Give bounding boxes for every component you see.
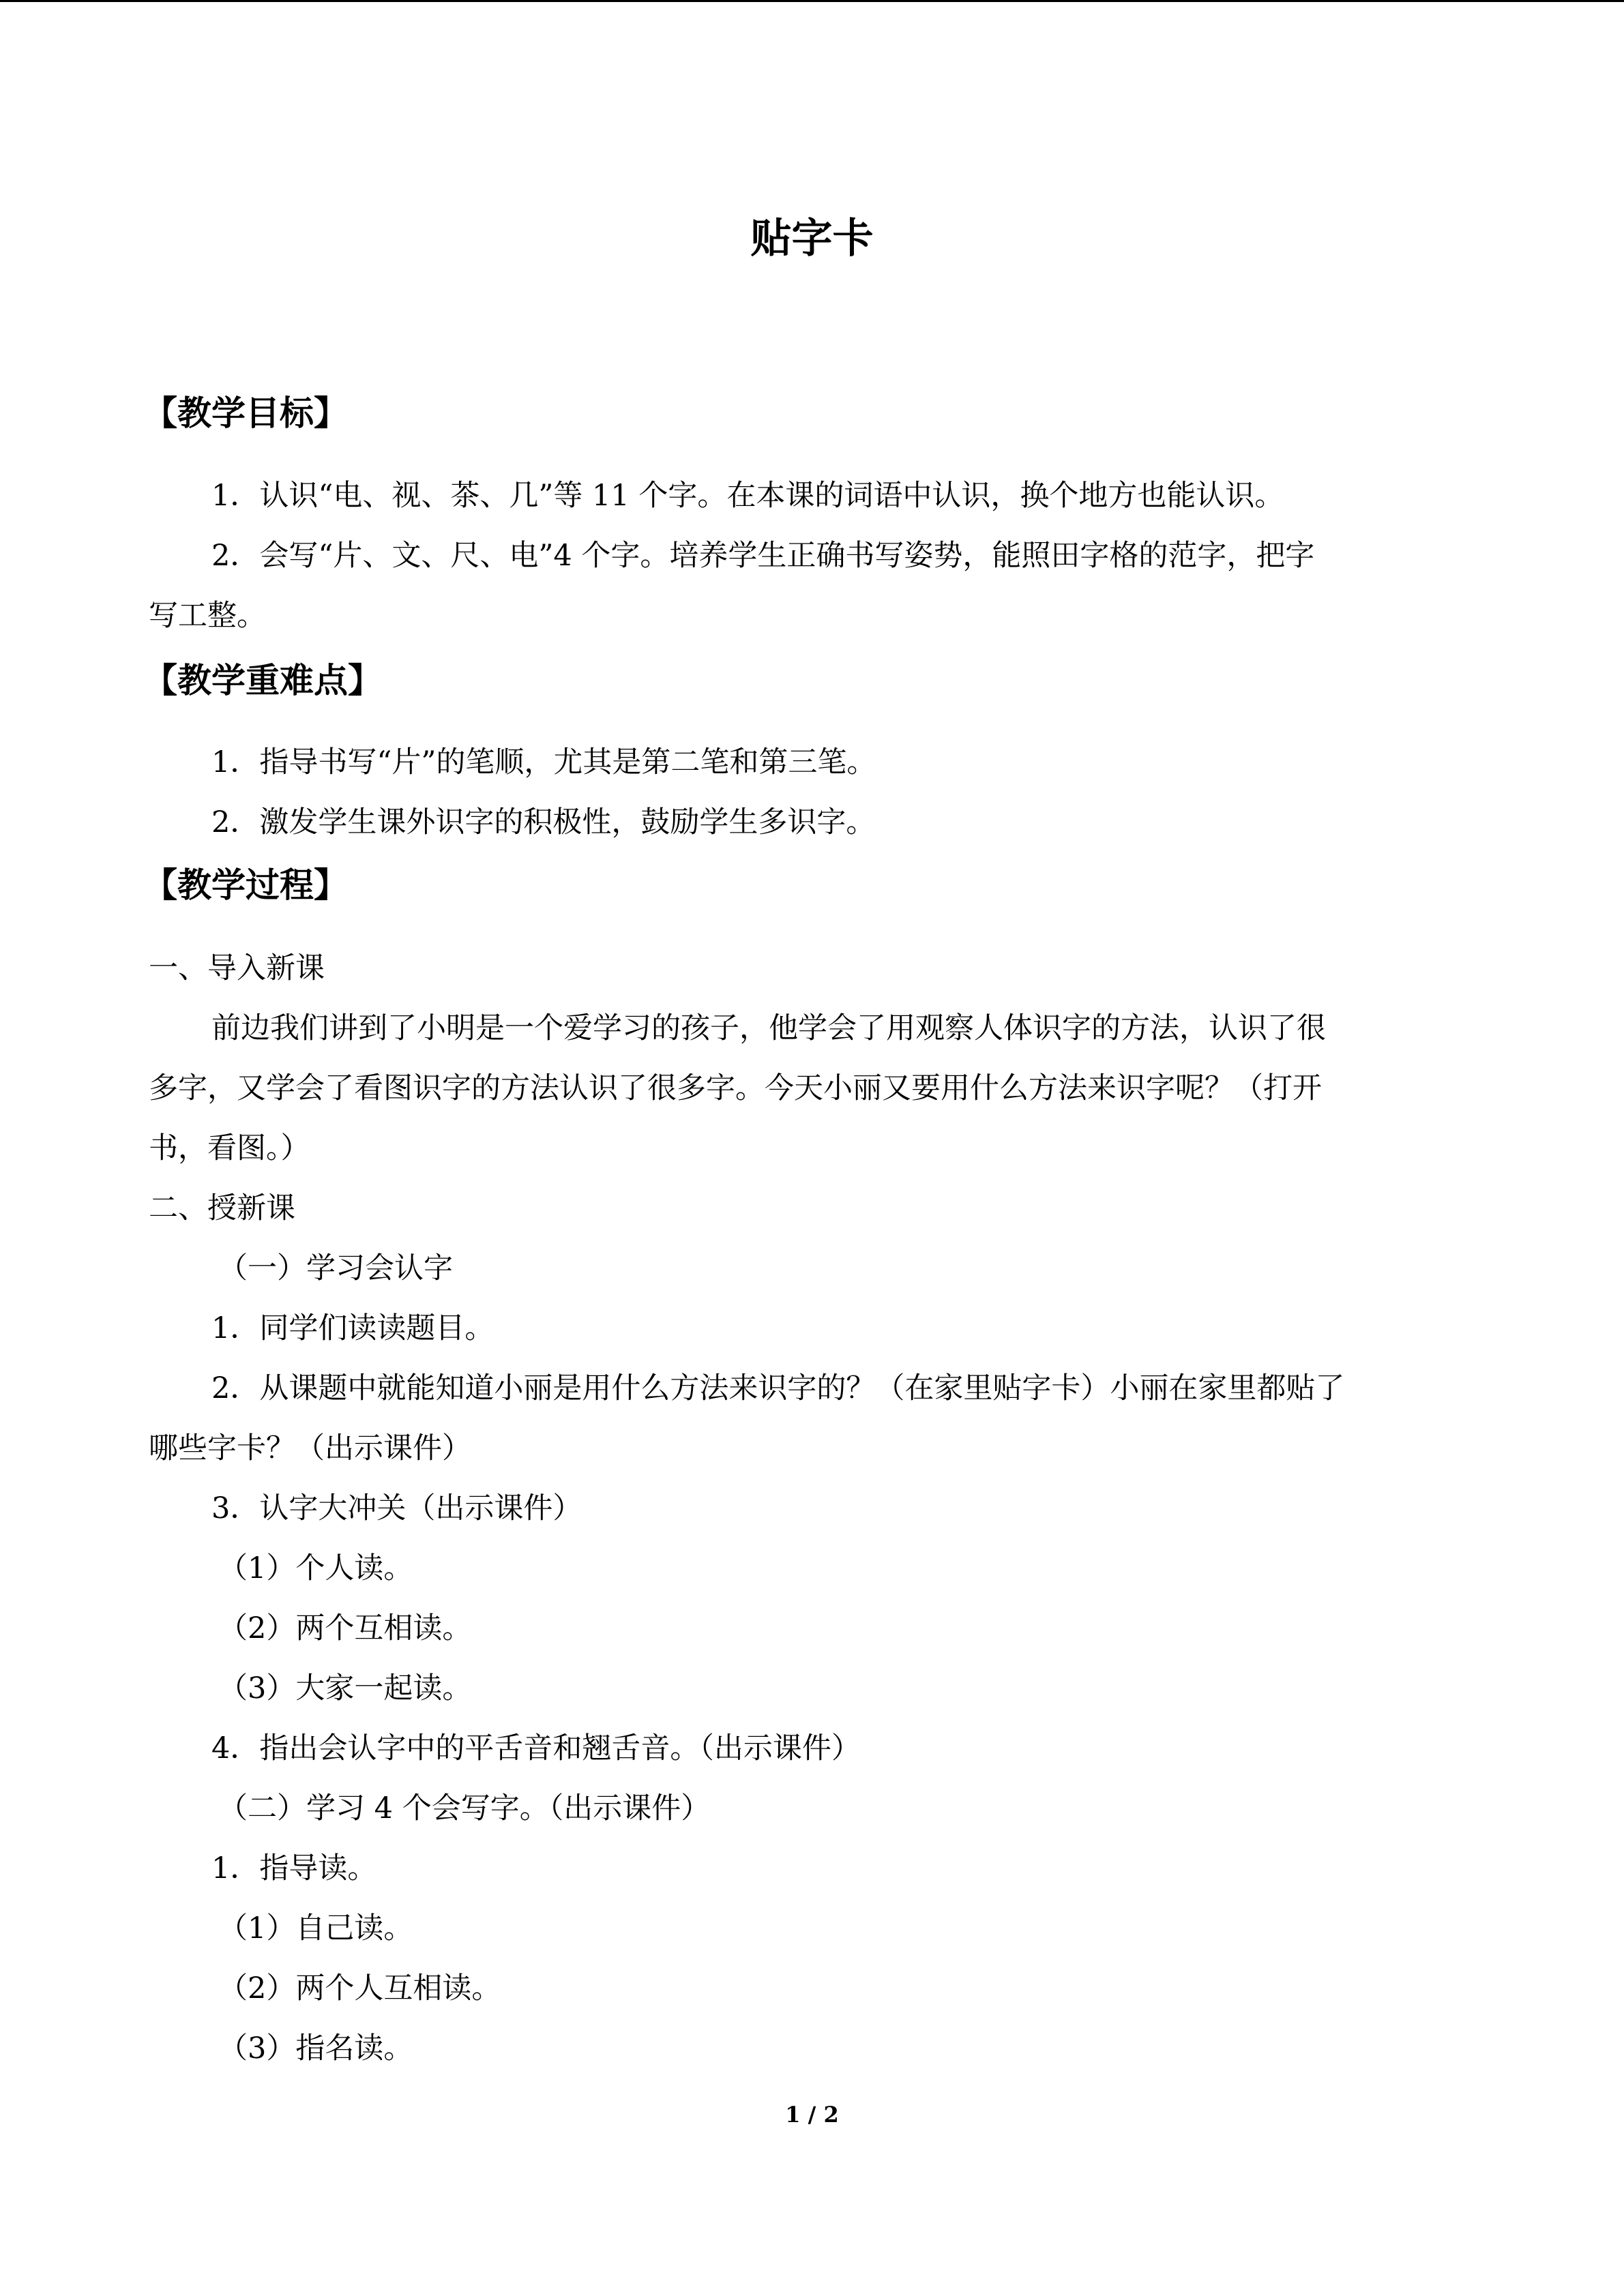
process-sub-1-item-2: 2．从课题中就能知道小丽是用什么方法来识字的？（在家里贴字卡）小丽在家里都贴了 <box>211 1371 1345 1405</box>
process-sub-1-item-3-b: （2）两个互相读。 <box>218 1611 472 1645</box>
objectives-item-2-continued: 写工整。 <box>149 599 266 633</box>
process-part-2-title: 二、授新课 <box>149 1191 295 1225</box>
process-sub-1-item-1: 1．同学们读读题目。 <box>211 1311 494 1345</box>
objectives-item-1: 1．认识“电、视、茶、几”等 11 个字。在本课的词语中认识，换个地方也能认识。 <box>211 479 1284 513</box>
process-sub-1-item-3-a: （1）个人读。 <box>218 1551 413 1585</box>
process-sub-2-title: （二）学习 4 个会写字。（出示课件） <box>218 1791 711 1825</box>
key-points-item-1: 1．指导书写“片”的笔顺，尤其是第二笔和第三笔。 <box>211 745 876 779</box>
key-points-item-2: 2．激发学生课外识字的积极性，鼓励学生多识字。 <box>211 805 876 839</box>
document-title: 贴字卡 <box>750 215 874 263</box>
process-sub-2-item-1-c: （3）指名读。 <box>218 2031 413 2066</box>
process-part-1-title: 一、导入新课 <box>149 951 325 985</box>
key-points-heading: 【教学重难点】 <box>143 661 382 700</box>
objectives-heading: 【教学目标】 <box>143 393 348 433</box>
process-sub-2-item-1-b: （2）两个人互相读。 <box>218 1971 501 2006</box>
page-number: 1 / 2 <box>785 2102 839 2128</box>
process-sub-1-item-2-continued: 哪些字卡？（出示课件） <box>149 1431 471 1465</box>
objectives-item-2: 2．会写“片、文、尺、电”4 个字。培养学生正确书写姿势，能照田字格的范字，把字 <box>211 539 1315 573</box>
process-part-1-paragraph: 前边我们讲到了小明是一个爱学习的孩子，他学会了用观察人体识字的方法，认识了很 <box>211 1011 1326 1045</box>
process-sub-2-item-1-a: （1）自己读。 <box>218 1911 413 1945</box>
process-sub-1-item-4: 4．指出会认字中的平舌音和翘舌音。（出示课件） <box>211 1731 861 1765</box>
process-sub-1-item-3-c: （3）大家一起读。 <box>218 1671 472 1705</box>
process-part-1-paragraph-line-3: 书，看图。） <box>149 1131 310 1165</box>
process-part-1-paragraph-line-2: 多字，又学会了看图识字的方法认识了很多字。今天小丽又要用什么方法来识字呢？（打开 <box>149 1071 1322 1105</box>
process-sub-1-title: （一）学习会认字 <box>218 1251 453 1285</box>
process-sub-2-item-1: 1．指导读。 <box>211 1851 377 1885</box>
process-sub-1-item-3: 3．认字大冲关（出示课件） <box>211 1491 582 1525</box>
process-heading: 【教学过程】 <box>143 865 348 905</box>
